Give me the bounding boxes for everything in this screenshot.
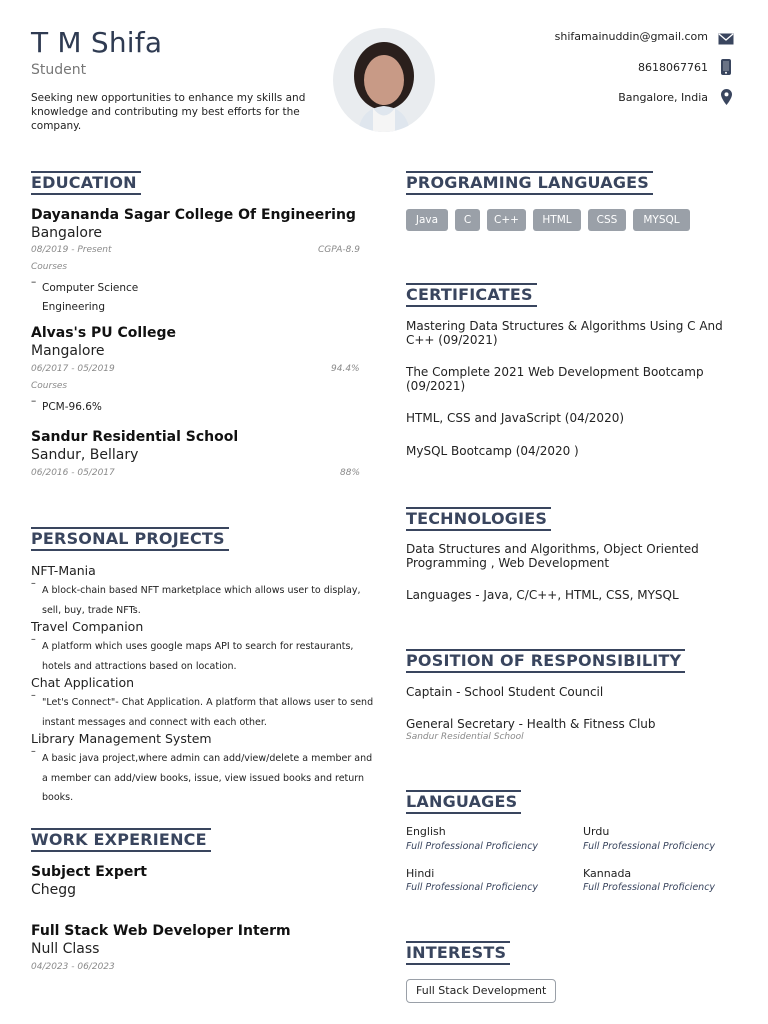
project-description: – "Let's Connect"- Chat Application. A platform that allows user to send instant messages and connect with each other.: [31, 690, 374, 728]
education-score: 88%: [340, 468, 361, 478]
education-dates: 06/2017 - 05/2019: [31, 364, 115, 374]
education-dates: 08/2019 - Present: [31, 245, 112, 255]
certificate-item: MySQL Bootcamp (04/2020 ): [406, 444, 579, 458]
certificate-item: The Complete 2021 Web Development Bootcamp (09/2021): [406, 365, 704, 393]
project-name: Travel Companion: [31, 619, 144, 634]
responsibility-item: General Secretary - Health & Fitness Club: [406, 717, 656, 731]
work-role: Full Stack Web Developer Interm: [31, 923, 291, 939]
section-title-projects: PERSONAL PROJECTS: [31, 527, 229, 551]
project-name: NFT-Mania: [31, 563, 96, 578]
profile-photo: [333, 28, 435, 132]
work-dates: 04/2023 - 06/2023: [31, 962, 115, 972]
language-level: Full Professional Proficiency: [406, 841, 539, 852]
envelope-icon: [718, 30, 734, 49]
section-title-education: EDUCATION: [31, 171, 141, 195]
education-score: 94.4%: [331, 364, 360, 374]
skill-chip: C++: [487, 209, 526, 231]
education-score: CGPA-8.9: [318, 245, 360, 255]
work-company: Chegg: [31, 882, 77, 898]
responsibility-org: Sandur Residential School: [406, 732, 524, 742]
project-name: Chat Application: [31, 675, 135, 690]
candidate-name: T M Shifa: [31, 26, 163, 59]
language-level: Full Professional Proficiency: [406, 882, 539, 893]
section-title-languages: LANGUAGES: [406, 790, 521, 814]
work-company: Null Class: [31, 941, 100, 957]
language-name: Kannada: [583, 867, 632, 880]
language-name: Hindi: [406, 867, 435, 880]
skill-chip: MYSQL: [633, 209, 690, 231]
education-city: Sandur, Bellary: [31, 447, 139, 463]
map-pin-icon: [721, 89, 732, 109]
project-description: – A platform which uses google maps API to search for restaurants, hotels and attractions based on location.: [31, 634, 354, 672]
contact-phone[interactable]: 8618067761: [638, 61, 708, 74]
technology-item: Languages - Java, C/C++, HTML, CSS, MYSQL: [406, 588, 679, 602]
education-school: Sandur Residential School: [31, 429, 239, 445]
courses-label: Courses: [31, 262, 68, 272]
candidate-role: Student: [31, 62, 87, 78]
skill-chip: C: [455, 209, 480, 231]
course-item: – Computer Science Engineering: [31, 276, 139, 313]
work-role: Subject Expert: [31, 864, 147, 880]
skill-chip: CSS: [588, 209, 626, 231]
interest-tag: Full Stack Development: [406, 979, 556, 1003]
section-title-certificates: CERTIFICATES: [406, 283, 537, 307]
education-school: Alvas's PU College: [31, 325, 177, 341]
course-item: – PCM-96.6%: [31, 395, 102, 413]
section-title-work: WORK EXPERIENCE: [31, 828, 211, 852]
contact-location: Bangalore, India: [618, 91, 708, 104]
project-description: – A basic java project,where admin can add/view/delete a member and a member can add/view books, issue, view issued books and return books.: [31, 746, 373, 803]
education-school: Dayananda Sagar College Of Engineering: [31, 207, 356, 223]
responsibility-item: Captain - School Student Council: [406, 685, 604, 699]
certificate-item: Mastering Data Structures & Algorithms Using C And C++ (09/2021): [406, 319, 723, 347]
project-description: – A block-chain based NFT marketplace which allows user to display, sell, buy, trade NFTs.: [31, 578, 361, 616]
skill-chip: HTML: [533, 209, 581, 231]
profile-summary: Seeking new opportunities to enhance my skills and knowledge and contributing my best efforts for the company.: [31, 92, 306, 132]
section-title-responsibility: POSITION OF RESPONSIBILITY: [406, 649, 685, 673]
certificate-item: HTML, CSS and JavaScript (04/2020): [406, 411, 625, 425]
education-city: Mangalore: [31, 343, 105, 359]
skill-chip: Java: [406, 209, 448, 231]
section-title-interests: INTERESTS: [406, 941, 510, 965]
language-level: Full Professional Proficiency: [583, 882, 716, 893]
section-title-technologies: TECHNOLOGIES: [406, 507, 551, 531]
education-dates: 06/2016 - 05/2017: [31, 468, 115, 478]
phone-icon: [721, 59, 731, 79]
courses-label: Courses: [31, 381, 68, 391]
contact-email[interactable]: shifamainuddin@gmail.com: [554, 30, 708, 43]
language-name: English: [406, 825, 446, 838]
language-level: Full Professional Proficiency: [583, 841, 716, 852]
language-name: Urdu: [583, 825, 610, 838]
technology-item: Data Structures and Algorithms, Object Oriented Programming , Web Development: [406, 542, 699, 570]
education-city: Bangalore: [31, 225, 103, 241]
section-title-programming-languages: PROGRAMING LANGUAGES: [406, 171, 653, 195]
project-name: Library Management System: [31, 731, 212, 746]
